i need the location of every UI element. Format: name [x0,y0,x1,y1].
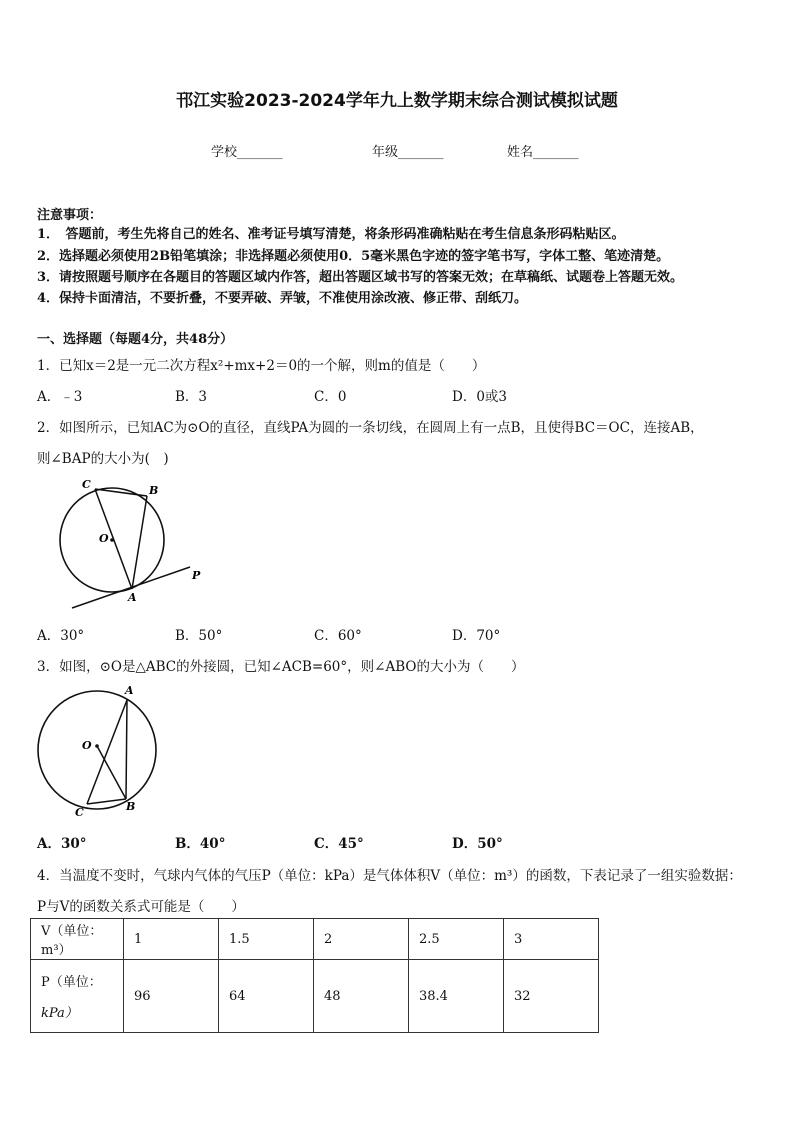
p-header-line1: P（单位： [41,975,102,990]
q3-circle [38,691,156,809]
q2-stem-line1: 2．如图所示，已知AC为⊙O的直径，直线PA为圆的一条切线，在圆周上有一点B，且使得BC＝OC，连接AB， [37,420,704,436]
notice-item: 2．选择题必须使用2B铅笔填涂；非选择题必须使用0．5毫米黑色字迹的签字笔书写，字体工整、笔迹清楚。 [37,249,670,264]
q2-label-a: A [128,591,137,604]
q3-side-ab [126,700,127,799]
table-cell: 2 [314,919,409,960]
p-header-line2: kPa） [41,1006,78,1021]
q3-option-d: D．50° [452,836,503,852]
q3-radius-ob [97,746,126,799]
q4-stem-line2: P与V的函数关系式可能是（ ） [37,899,245,915]
q3-option-b: B．40° [175,836,226,852]
table-cell: 32 [504,960,599,1033]
q2-option-d: D．70° [452,628,501,644]
notice-item: 4．保持卡面清洁，不要折叠，不要弄破、弄皱，不准使用涂改液、修正带、刮纸刀。 [37,291,528,306]
q2-center-dot [110,538,114,542]
q3-option-a: A．30° [37,836,87,852]
q3-circle-figure [30,680,170,820]
name-field: 姓名_______ [507,145,579,160]
notice-heading: 注意事项： [37,208,103,223]
table-cell-v-header: V（单位：m³） [31,919,124,960]
q2-option-b: B．50° [175,628,223,644]
table-cell: 3 [504,919,599,960]
table-row [31,960,599,1033]
school-field: 学校_______ [211,145,283,160]
q2-label-o: O [99,532,109,545]
notice-item: 3．请按照题号顺序在各题目的答题区域内作答，超出答题区域书写的答案无效；在草稿纸、试题卷上答题无效。 [37,270,684,285]
q1-stem: 1．已知x＝2是一元二次方程x²+mx+2＝0的一个解，则m的值是（ ） [37,358,486,374]
q2-stem-line2: 则∠BAP的大小为( ) [37,451,169,467]
q2-chord-cb [95,489,147,496]
table-cell: 64 [219,960,314,1033]
table-cell: 38.4 [409,960,504,1033]
section-heading: 一、选择题（每题4分，共48分） [37,332,234,347]
table-cell: 1 [124,919,219,960]
q1-option-b: B．3 [175,389,208,405]
q2-label-b: B [149,484,159,497]
table-cell: 96 [124,960,219,1033]
table-cell: 1.5 [219,919,314,960]
q2-chord-ba [132,496,147,589]
q2-circle-figure [40,470,210,610]
q3-label-a: A [125,684,134,697]
q2-option-a: A．30° [37,628,85,644]
q2-label-c: C [82,478,91,491]
q3-side-cb [87,799,126,804]
q3-stem: 3．如图，⊙O是△ABC的外接圆，已知∠ACB=60°，则∠ABO的大小为（ ） [37,659,525,675]
page-title: 邗江实验2023-2024学年九上数学期末综合测试模拟试题 [176,91,618,111]
table-cell-p-header [31,960,124,1033]
q3-option-c: C．45° [314,836,364,852]
q4-data-table [30,918,599,1033]
q3-label-b: B [126,800,136,813]
q1-option-c: C．0 [314,389,347,405]
q3-label-o: O [82,739,92,752]
grade-field: 年级_______ [372,145,444,160]
q2-option-c: C．60° [314,628,362,644]
table-cell: 2.5 [409,919,504,960]
table-cell: 48 [314,960,409,1033]
q2-label-p: P [192,569,201,582]
q4-stem-line1: 4．当温度不变时，气球内气体的气压P（单位：kPa）是气体体积V（单位：m³）的函数，下表记录了一组实验数据： [37,868,742,884]
notice-item: 1． 答题前，考生先将自己的姓名、准考证号填写清楚，将条形码准确粘贴在考生信息条形码粘贴区。 [37,227,625,242]
q3-label-c: C [75,806,84,819]
q3-center-dot [95,744,99,748]
q1-option-d: D．0或3 [452,389,508,405]
table-row [31,919,599,960]
q1-option-a: A．﹣3 [37,389,83,405]
